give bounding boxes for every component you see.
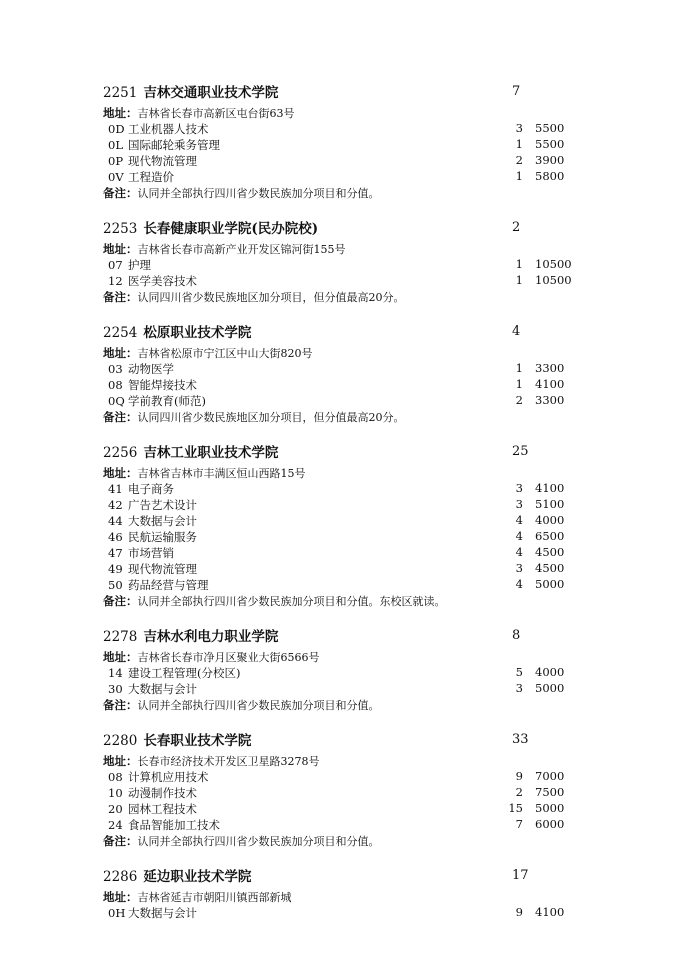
address-label: 地址： xyxy=(103,106,138,120)
school-total-plan: 25 xyxy=(512,444,529,459)
major-tuition: 5000 xyxy=(535,801,565,815)
major-plan-count: 2 xyxy=(515,785,523,799)
note-label: 备注： xyxy=(103,698,138,712)
note-label: 备注： xyxy=(103,290,138,304)
major-plan-count: 3 xyxy=(515,497,523,511)
note-label: 备注： xyxy=(103,410,138,424)
major-plan-count: 9 xyxy=(515,769,523,783)
major-row xyxy=(103,816,583,832)
major-plan-count: 1 xyxy=(515,169,523,183)
major-row xyxy=(103,256,583,272)
major-tuition: 4100 xyxy=(535,905,565,919)
major-tuition: 10500 xyxy=(535,257,572,271)
major-plan-count: 1 xyxy=(515,361,523,375)
major-plan-count: 5 xyxy=(515,665,523,679)
major-code: 0P xyxy=(108,154,124,168)
major-row xyxy=(103,576,583,592)
major-code: 0V xyxy=(108,170,124,184)
school-block xyxy=(103,440,583,608)
major-row xyxy=(103,152,583,168)
major-name: 动漫制作技术 xyxy=(128,786,197,800)
school-block xyxy=(103,320,583,424)
major-tuition: 3300 xyxy=(535,361,565,375)
major-name: 智能焊接技术 xyxy=(128,378,197,392)
major-name: 医学美容技术 xyxy=(128,274,197,288)
major-row xyxy=(103,480,583,496)
major-code: 24 xyxy=(108,818,123,832)
major-name: 护理 xyxy=(128,258,151,272)
school-name: 2278 吉林水利电力职业学院 xyxy=(103,629,279,645)
school-block xyxy=(103,624,583,712)
major-row xyxy=(103,784,583,800)
note-label: 备注： xyxy=(103,834,138,848)
school-name: 2286 延边职业技术学院 xyxy=(103,869,252,885)
school-name: 2256 吉林工业职业技术学院 xyxy=(103,445,279,461)
major-code: 0L xyxy=(108,138,123,152)
major-code: 46 xyxy=(108,530,123,544)
major-plan-count: 4 xyxy=(515,513,523,527)
major-tuition: 10500 xyxy=(535,273,572,287)
school-address xyxy=(103,240,583,256)
major-name: 大数据与会计 xyxy=(128,682,197,696)
major-name: 计算机应用技术 xyxy=(128,770,209,784)
major-row xyxy=(103,120,583,136)
major-row xyxy=(103,904,583,920)
school-total-plan: 4 xyxy=(512,324,521,339)
major-plan-count: 2 xyxy=(515,153,523,167)
major-code: 44 xyxy=(108,514,123,528)
major-tuition: 5500 xyxy=(535,121,565,135)
major-row xyxy=(103,376,583,392)
major-row xyxy=(103,664,583,680)
major-code: 30 xyxy=(108,682,123,696)
major-name: 电子商务 xyxy=(128,482,174,496)
school-address xyxy=(103,752,583,768)
school-code: 2256 xyxy=(103,445,138,461)
major-plan-count: 4 xyxy=(515,577,523,591)
school-header xyxy=(103,216,583,240)
major-tuition: 6000 xyxy=(535,817,565,831)
major-plan-count: 1 xyxy=(515,377,523,391)
major-plan-count: 2 xyxy=(515,393,523,407)
school-code: 2254 xyxy=(103,325,138,341)
major-plan-count: 9 xyxy=(515,905,523,919)
school-address xyxy=(103,464,583,480)
school-code: 2251 xyxy=(103,85,138,101)
major-code: 07 xyxy=(108,258,123,272)
school-header xyxy=(103,80,583,104)
address-text: 吉林省延吉市朝阳川镇西部新城 xyxy=(137,891,292,904)
major-row xyxy=(103,136,583,152)
major-code: 08 xyxy=(108,770,123,784)
major-tuition: 7500 xyxy=(535,785,565,799)
major-code: 49 xyxy=(108,562,123,576)
major-plan-count: 4 xyxy=(515,545,523,559)
major-code: 14 xyxy=(108,666,123,680)
school-header xyxy=(103,864,583,888)
address-text: 长春市经济技术开发区卫星路3278号 xyxy=(137,755,320,768)
admission-document xyxy=(103,80,583,936)
address-text: 吉林省长春市净月区聚业大街6566号 xyxy=(137,651,320,664)
school-code: 2280 xyxy=(103,733,138,749)
note-text: 认同并全部执行四川省少数民族加分项目和分值。东校区就读。 xyxy=(137,595,446,608)
major-tuition: 4100 xyxy=(535,481,565,495)
major-name: 建设工程管理(分校区) xyxy=(128,666,241,680)
major-tuition: 4100 xyxy=(535,377,565,391)
major-name: 市场营销 xyxy=(128,546,174,560)
address-label: 地址： xyxy=(103,242,138,256)
major-name: 学前教育(师范) xyxy=(128,394,206,408)
major-code: 50 xyxy=(108,578,123,592)
major-code: 0H xyxy=(108,906,126,920)
note-text: 认同并全部执行四川省少数民族加分项目和分值。 xyxy=(137,835,380,848)
major-plan-count: 3 xyxy=(515,561,523,575)
school-note xyxy=(103,288,583,304)
major-tuition: 3900 xyxy=(535,153,565,167)
school-address xyxy=(103,344,583,360)
major-code: 10 xyxy=(108,786,123,800)
major-code: 41 xyxy=(108,482,123,496)
major-tuition: 4500 xyxy=(535,545,565,559)
major-row xyxy=(103,512,583,528)
major-code: 20 xyxy=(108,802,123,816)
note-text: 认同四川省少数民族地区加分项目，但分值最高20分。 xyxy=(137,291,405,304)
major-code: 03 xyxy=(108,362,123,376)
major-plan-count: 3 xyxy=(515,681,523,695)
major-plan-count: 1 xyxy=(515,273,523,287)
address-text: 吉林省松原市宁江区中山大街820号 xyxy=(137,347,313,360)
school-note xyxy=(103,184,583,200)
major-row xyxy=(103,392,583,408)
school-block xyxy=(103,216,583,304)
major-name: 工程造价 xyxy=(128,170,174,184)
major-code: 42 xyxy=(108,498,123,512)
major-row xyxy=(103,768,583,784)
major-tuition: 7000 xyxy=(535,769,565,783)
note-text: 认同并全部执行四川省少数民族加分项目和分值。 xyxy=(137,699,380,712)
major-row xyxy=(103,800,583,816)
major-name: 现代物流管理 xyxy=(128,154,197,168)
major-name: 现代物流管理 xyxy=(128,562,197,576)
major-tuition: 5100 xyxy=(535,497,565,511)
note-text: 认同并全部执行四川省少数民族加分项目和分值。 xyxy=(137,187,380,200)
school-total-plan: 2 xyxy=(512,220,521,235)
major-row xyxy=(103,168,583,184)
school-header xyxy=(103,440,583,464)
major-name: 工业机器人技术 xyxy=(128,122,209,136)
major-plan-count: 3 xyxy=(515,481,523,495)
major-name: 园林工程技术 xyxy=(128,802,197,816)
address-label: 地址： xyxy=(103,650,138,664)
major-code: 0D xyxy=(108,122,125,136)
note-label: 备注： xyxy=(103,594,138,608)
major-tuition: 6500 xyxy=(535,529,565,543)
major-row xyxy=(103,496,583,512)
school-name: 2253 长春健康职业学院(民办院校) xyxy=(103,221,319,237)
note-label: 备注： xyxy=(103,186,138,200)
school-total-plan: 17 xyxy=(512,868,529,883)
address-text: 吉林省长春市高新区屯台街63号 xyxy=(137,107,295,120)
major-row xyxy=(103,544,583,560)
school-name: 2254 松原职业技术学院 xyxy=(103,325,252,341)
school-total-plan: 8 xyxy=(512,628,521,643)
school-header xyxy=(103,320,583,344)
school-note xyxy=(103,832,583,848)
major-code: 08 xyxy=(108,378,123,392)
major-name: 民航运输服务 xyxy=(128,530,197,544)
major-tuition: 5000 xyxy=(535,577,565,591)
school-code: 2286 xyxy=(103,869,138,885)
address-text: 吉林省长春市高新产业开发区锦河街155号 xyxy=(137,243,346,256)
school-block xyxy=(103,728,583,848)
school-block xyxy=(103,864,583,920)
major-name: 大数据与会计 xyxy=(128,514,197,528)
school-name: 2251 吉林交通职业技术学院 xyxy=(103,85,279,101)
major-name: 大数据与会计 xyxy=(128,906,197,920)
address-label: 地址： xyxy=(103,890,138,904)
school-note xyxy=(103,408,583,424)
major-plan-count: 3 xyxy=(515,121,523,135)
school-code: 2253 xyxy=(103,221,138,237)
school-total-plan: 33 xyxy=(512,732,529,747)
address-text: 吉林省吉林市丰满区恒山西路15号 xyxy=(137,467,306,480)
school-code: 2278 xyxy=(103,629,138,645)
school-block xyxy=(103,80,583,200)
major-name: 药品经营与管理 xyxy=(128,578,209,592)
major-code: 47 xyxy=(108,546,123,560)
school-note xyxy=(103,696,583,712)
school-header xyxy=(103,728,583,752)
major-row xyxy=(103,272,583,288)
major-tuition: 5500 xyxy=(535,137,565,151)
major-plan-count: 1 xyxy=(515,257,523,271)
address-label: 地址： xyxy=(103,346,138,360)
major-name: 动物医学 xyxy=(128,362,174,376)
major-tuition: 5000 xyxy=(535,681,565,695)
major-code: 0Q xyxy=(108,394,125,408)
major-code: 12 xyxy=(108,274,123,288)
major-plan-count: 15 xyxy=(508,801,523,815)
major-tuition: 3300 xyxy=(535,393,565,407)
school-total-plan: 7 xyxy=(512,84,521,99)
major-plan-count: 4 xyxy=(515,529,523,543)
address-label: 地址： xyxy=(103,754,138,768)
note-text: 认同四川省少数民族地区加分项目，但分值最高20分。 xyxy=(137,411,405,424)
address-label: 地址： xyxy=(103,466,138,480)
major-row xyxy=(103,528,583,544)
major-row xyxy=(103,360,583,376)
major-name: 国际邮轮乘务管理 xyxy=(128,138,220,152)
major-tuition: 4500 xyxy=(535,561,565,575)
school-header xyxy=(103,624,583,648)
major-row xyxy=(103,560,583,576)
major-plan-count: 1 xyxy=(515,137,523,151)
major-plan-count: 7 xyxy=(515,817,523,831)
school-address xyxy=(103,648,583,664)
major-name: 食品智能加工技术 xyxy=(128,818,220,832)
major-tuition: 4000 xyxy=(535,665,565,679)
school-address xyxy=(103,888,583,904)
major-tuition: 5800 xyxy=(535,169,565,183)
major-row xyxy=(103,680,583,696)
major-tuition: 4000 xyxy=(535,513,565,527)
major-name: 广告艺术设计 xyxy=(128,498,197,512)
school-address xyxy=(103,104,583,120)
school-note xyxy=(103,592,583,608)
school-name: 2280 长春职业技术学院 xyxy=(103,733,252,749)
